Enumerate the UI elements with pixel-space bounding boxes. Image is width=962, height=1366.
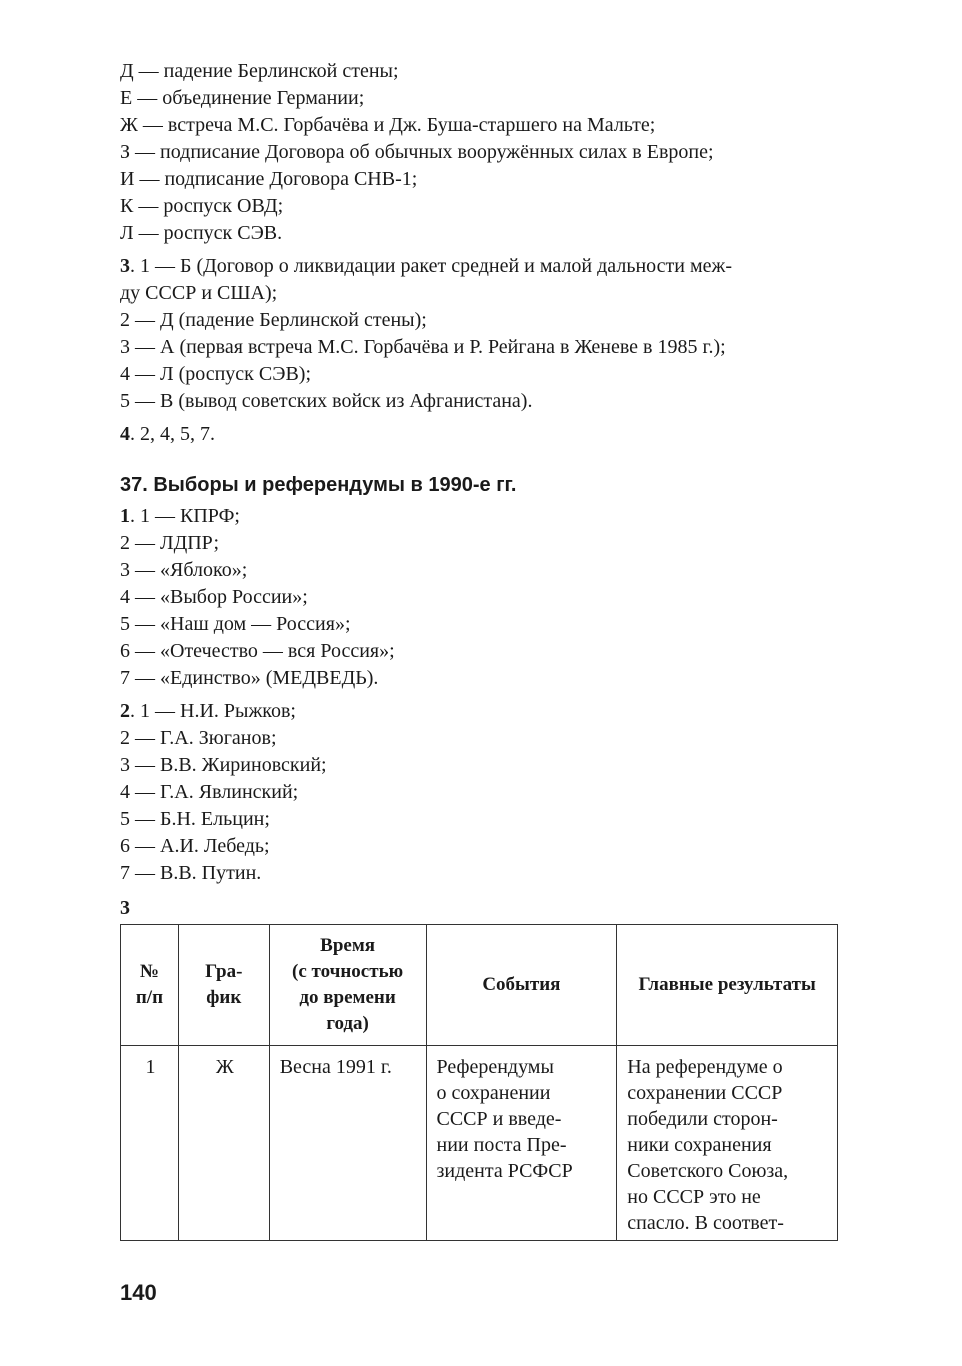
- cell-results: На референдуме о сохранении СССР победили сторон- ники сохранения Советского Союза, но СССР это не спасло. В соответ-: [617, 1046, 838, 1241]
- list-item: Л — роспуск СЭВ.: [120, 222, 283, 244]
- answer-text: . 1 — Б (Договор о ликвидации ракет средней и малой дальности меж-: [130, 255, 732, 277]
- list-item: 7 — В.В. Путин.: [120, 862, 262, 884]
- list-item: 5 — В (вывод советских войск из Афганистана).: [120, 390, 533, 412]
- header-events: События: [426, 925, 617, 1046]
- cell-num: 1: [121, 1046, 179, 1241]
- continuation-list: [120, 58, 842, 247]
- list-item: 3 — А (первая встреча М.С. Горбачёва и Р. Рейгана в Женеве в 1985 г.);: [120, 336, 726, 358]
- list-item: Е — объединение Германии;: [120, 87, 365, 109]
- table-header-row: [121, 925, 838, 1046]
- list-item: И — подписание Договора СНВ-1;: [120, 168, 418, 190]
- list-item: 6 — «Отечество — вся Россия»;: [120, 640, 395, 662]
- cell-graph: Ж: [178, 1046, 269, 1241]
- header-results: Главные результаты: [617, 925, 838, 1046]
- results-table: [120, 924, 838, 1241]
- list-item: 2 — Д (падение Берлинской стены);: [120, 309, 427, 331]
- cell-events: Референдумы о сохранении СССР и введе- нии поста Пре- зидента РСФСР: [426, 1046, 617, 1241]
- table-row: [121, 1046, 838, 1241]
- answer-text: . 1 — Н.И. Рыжков;: [130, 700, 296, 722]
- list-item: Д — падение Берлинской стены;: [120, 60, 399, 82]
- list-item: Ж — встреча М.С. Горбачёва и Дж. Буша-старшего на Мальте;: [120, 114, 656, 136]
- list-item: 2 — ЛДПР;: [120, 532, 220, 554]
- answer-number: 2: [120, 700, 130, 722]
- list-item: 4 — Л (роспуск СЭВ);: [120, 363, 311, 385]
- answer-text: . 2, 4, 5, 7.: [130, 423, 215, 445]
- page-number: 140: [120, 1280, 157, 1305]
- answer-number: 1: [120, 505, 130, 527]
- list-item: З — подписание Договора об обычных вооружённых силах в Европе;: [120, 141, 714, 163]
- answer-number: 3: [120, 897, 130, 919]
- list-item: 7 — «Единство» (МЕДВЕДЬ).: [120, 667, 379, 689]
- list-item: 6 — А.И. Лебедь;: [120, 835, 270, 857]
- list-item: 5 — «Наш дом — Россия»;: [120, 613, 351, 635]
- header-graph: Гра- фик: [178, 925, 269, 1046]
- header-time: Время (с точностью до времени года): [269, 925, 426, 1046]
- answer-text: . 1 — КПРФ;: [130, 505, 240, 527]
- list-item: К — роспуск ОВД;: [120, 195, 284, 217]
- answer-number: 4: [120, 423, 130, 445]
- list-item: 5 — Б.Н. Ельцин;: [120, 808, 270, 830]
- list-item: 3 — В.В. Жириновский;: [120, 754, 327, 776]
- page-content: [120, 58, 842, 1241]
- list-item: 4 — «Выбор России»;: [120, 586, 308, 608]
- list-item: 4 — Г.А. Явлинский;: [120, 781, 299, 803]
- list-item: 2 — Г.А. Зюганов;: [120, 727, 277, 749]
- cell-time: Весна 1991 г.: [269, 1046, 426, 1241]
- section-answer-2: [120, 698, 842, 887]
- answer-number: 3: [120, 255, 130, 277]
- list-item: 3 — «Яблоко»;: [120, 559, 248, 581]
- section-answer-1: [120, 503, 842, 692]
- answer-4: [120, 421, 842, 448]
- list-item: ду СССР и США);: [120, 282, 278, 304]
- section-title: 37. Выборы и референдумы в 1990-е гг.: [120, 474, 517, 496]
- answer-3: [120, 253, 842, 415]
- header-num: № п/п: [121, 925, 179, 1046]
